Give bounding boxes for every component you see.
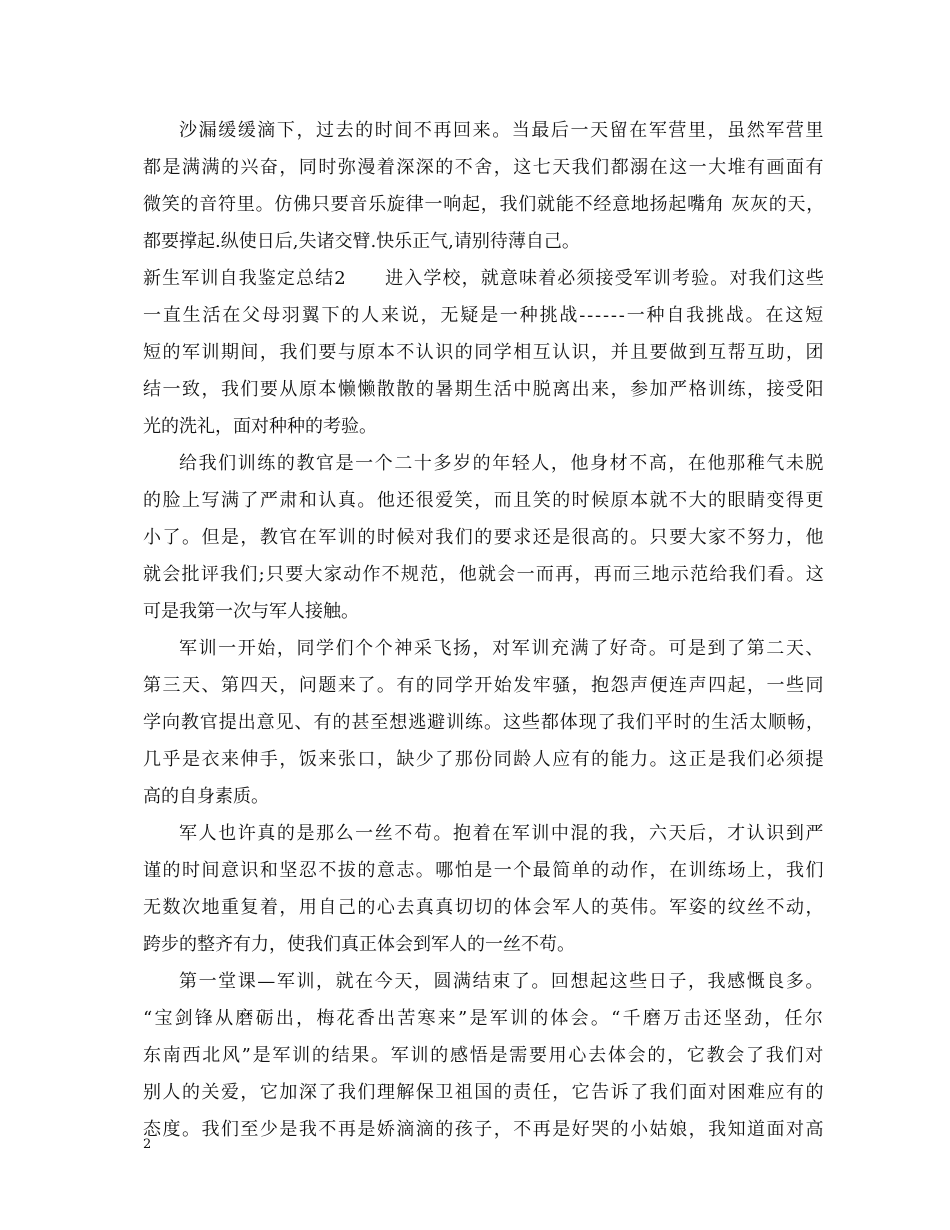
text-line: 学向教官提出意见、有的甚至想逃避训练。这些都体现了我们平时的生活太顺畅，	[143, 712, 825, 733]
text-line: 高的自身素质。	[143, 786, 269, 807]
text-line: 微笑的音符里。仿佛只要音乐旋律一响起，我们就能不经意地扬起嘴角 灰灰的天，	[143, 194, 825, 215]
text-line: “宝剑锋从磨砺出，梅花香出苦寒来”是军训的体会。“千磨万击还坚劲，任尔	[143, 1008, 825, 1029]
text-line: 几乎是衣来伸手，饭来张口，缺少了那份同龄人应有的能力。这正是我们必须提	[143, 749, 825, 770]
text-line: 谨的时间意识和坚忍不拔的意志。哪怕是一个最简单的动作，在训练场上，我们	[143, 860, 825, 881]
text-line: 短的军训期间，我们要与原本不认识的同学相互认识，并且要做到互帮互助，团	[143, 342, 825, 363]
text-line: 跨步的整齐有力，使我们真正体会到军人的一丝不苟。	[143, 934, 575, 955]
text-line: 光的洗礼，面对种种的考验。	[143, 416, 377, 437]
text-line: 东南西北风”是军训的结果。军训的感悟是需要用心去体会的，它教会了我们对	[143, 1045, 825, 1066]
text-line: 第一堂课—军训，就在今天，圆满结束了。回想起这些日子，我感慨良多。	[179, 971, 825, 992]
text-line: 无数次地重复着，用自己的心去真真切切的体会军人的英伟。军姿的纹丝不动，	[143, 897, 825, 918]
text-line: 可是我第一次与军人接触。	[143, 601, 359, 622]
text-line: 一直生活在父母羽翼下的人来说，无疑是一种挑战------一种自我挑战。在这短	[143, 305, 825, 326]
text-line: 态度。我们至少是我不再是娇滴滴的孩子，不再是好哭的小姑娘，我知道面对高	[143, 1119, 825, 1140]
page-number: 2	[143, 1137, 152, 1152]
text-line: 别人的关爱，它加深了我们理解保卫祖国的责任，它告诉了我们面对困难应有的	[143, 1082, 825, 1103]
text-line: 军训一开始，同学们个个神采飞扬，对军训充满了好奇。可是到了第二天、	[179, 638, 825, 659]
text-line: 都是满满的兴奋，同时弥漫着深深的不舍，这七天我们都溺在这一大堆有画面有	[143, 157, 825, 178]
text-line: 第三天、第四天，问题来了。有的同学开始发牢骚，抱怨声便连声四起，一些同	[143, 675, 825, 696]
text-line: 军人也许真的是那么一丝不苟。抱着在军训中混的我，六天后，才认识到严	[179, 823, 825, 844]
text-line: 结一致，我们要从原本懒懒散散的暑期生活中脱离出来，参加严格训练，接受阳	[143, 379, 825, 400]
text-line: 沙漏缓缓滴下，过去的时间不再回来。当最后一天留在军营里，虽然军营里	[179, 120, 825, 141]
text-line: 的脸上写满了严肃和认真。他还很爱笑，而且笑的时候原本就不大的眼睛变得更	[143, 490, 825, 511]
text-line: 都要撑起.纵使日后,失诸交臂.快乐正气,请别待薄自己。	[143, 231, 580, 252]
text-line: 新生军训自我鉴定总结2 进入学校，就意味着必须接受军训考验。对我们这些	[143, 268, 825, 289]
text-line: 就会批评我们;只要大家动作不规范，他就会一而再，再而三地示范给我们看。这	[143, 564, 825, 585]
text-line: 给我们训练的教官是一个二十多岁的年轻人，他身材不高，在他那稚气未脱	[179, 453, 825, 474]
text-line: 小了。但是，教官在军训的时候对我们的要求还是很高的。只要大家不努力，他	[143, 527, 825, 548]
document-body	[143, 112, 825, 1148]
